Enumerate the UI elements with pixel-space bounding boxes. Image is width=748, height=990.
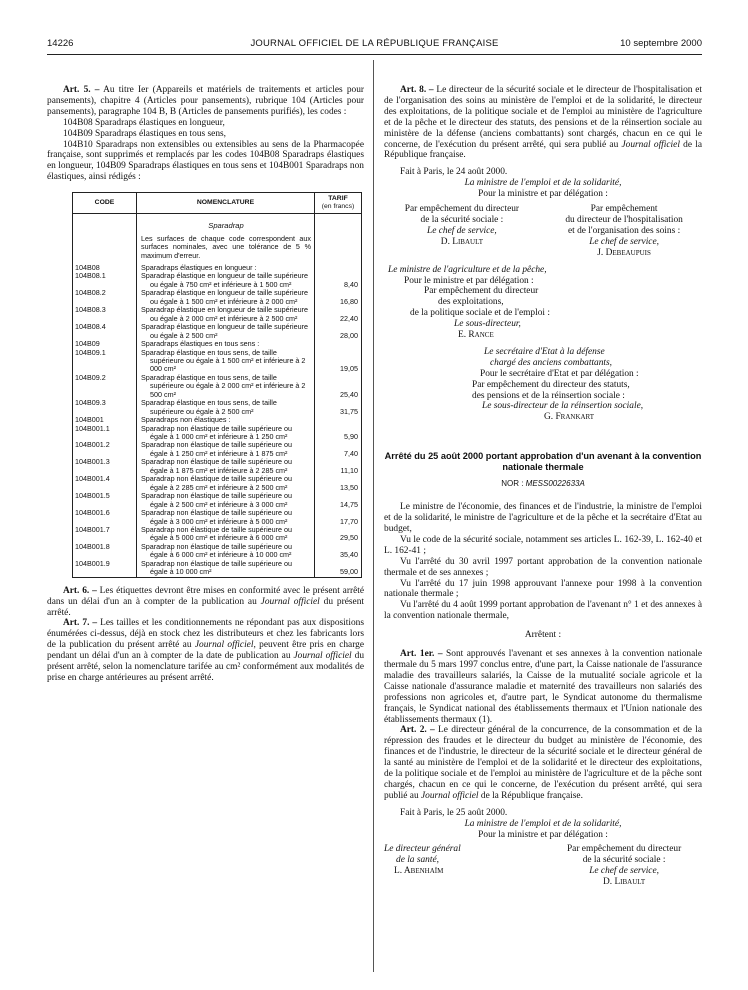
nor-reference: NOR : MESS0022633A	[501, 479, 585, 489]
col-header-tarif: TARIF (en francs)	[315, 193, 362, 214]
code-replacement: 104B10 Sparadraps non extensibles ou extensibles au sens de la Pharmacopée française, sont supprimés et remplacés par les codes 104B08 Sparadraps élastiques en longueur, 104B09 Sparadraps élastiques en tous sens et 104B001 Sparadraps non élastiques, ainsi rédigés :	[47, 139, 364, 183]
row-code: 104B001.2	[73, 441, 137, 458]
article-1: Art. 1er. – Sont approuvés l'avenant et ses annexes à la convention nationale thermale du 5 mars 1997 conclus entre, d'une part, la Caisse nationale de l'assurance maladie des travailleurs salariés, la Caisse de la mutualité sociale agricole et la Caisse nationale d'assurance maladie et maternité des travailleurs non salariés des professions non agricoles et, d'autre part, le Syndicat autonome du thermalisme français, le Syndicat national des établissements thermaux et l'Union nationale des établissements thermaux (1).	[384, 649, 702, 725]
row-description: Sparadrap élastique en longueur de taille supérieure ou égale à 750 cm² et inférieure à 1 500 cm²	[137, 272, 315, 289]
signature-right: Par empêchement du directeur de l'hospitalisation et de l'organisation des soins : Le chef de service, J. Debeaupuis	[546, 204, 702, 259]
signatory-name: J. Debeaupuis	[597, 247, 651, 258]
row-tariff: 25,40	[315, 374, 362, 399]
signature-defense: Le secrétaire d'Etat à la défense chargé des anciens combattants, Pour le secrétaire d'Etat et par délégation : Par empêchement du directeur des statuts, des pensions et de la réinsertion sociale : Le sous-directeur de la réinsertion sociale, G. Frankart	[384, 347, 702, 423]
row-code: 104B09	[73, 340, 137, 348]
row-tariff: 14,75	[315, 492, 362, 509]
left-column	[47, 85, 364, 684]
row-code: 104B001.8	[73, 543, 137, 560]
row-code: 104B09.2	[73, 374, 137, 399]
row-description: Sparadrap non élastique de taille supérieure ou égale à 1 875 cm² et inférieure à 2 285 cm²	[137, 458, 315, 475]
row-description: Sparadrap non élastique de taille supérieure ou égale à 1 250 cm² et inférieure à 1 875 cm²	[137, 441, 315, 458]
delegation-line: Pour la ministre et par délégation :	[478, 189, 608, 200]
code-line: 104B08 Sparadraps élastiques en longueur,	[63, 117, 225, 128]
row-description: Sparadrap non élastique de taille supérieure ou égale à 2 285 cm² et inférieure à 2 500 cm²	[137, 475, 315, 492]
vu-line: Vu l'arrêté du 17 juin 1998 approuvant l'annexe pour 1998 à la convention nationale thermale ;	[384, 578, 702, 600]
signatory-name: D. Libault	[440, 236, 484, 247]
article-5: Art. 5. – Au titre Ier (Appareils et matériels de traitements et articles pour pansements), chapitre 4 (Articles pour pansements), rubrique 104 (Articles pour pansements), paragraphe 104 B, B (Articles de pansements purifiés), les codes :	[47, 85, 365, 117]
row-code: 104B001.6	[73, 509, 137, 526]
section-title: Sparadrap	[208, 221, 244, 231]
row-description: Sparadrap élastique en tous sens, de taille supérieure ou égale à 1 500 cm² et inférieure à 2 000 cm²	[137, 349, 315, 374]
row-tariff: 59,00	[315, 560, 362, 577]
row-description: Sparadrap non élastique de taille supérieure ou égale à 6 000 cm² et inférieure à 10 000 cm²	[137, 543, 315, 560]
article-8: Art. 8. – Le directeur de la sécurité sociale et le directeur de l'hospitalisation et de l'organisation des soins au ministère de l'emploi et de la solidarité, le directeur des exploitations, de la politique sociale et de l'emploi au ministère de l'agriculture et de la pêche et le directeur des statuts, des pensions et de la réinsertion sociale au ministère de la défense (anciens combattants) sont chargés, chacun en ce qui le concerne, de l'exécution du présent arrêté, qui sera publié au Journal officiel de la République française.	[384, 85, 703, 161]
signature-date: Fait à Paris, le 24 août 2000.	[400, 167, 508, 178]
row-description: Sparadrap non élastique de taille supérieure ou égale à 3 000 cm² et inférieure à 5 000 cm²	[137, 509, 315, 526]
issue-date: 10 septembre 2000	[620, 38, 702, 49]
arretent: Arrêtent :	[524, 630, 562, 641]
table-row	[73, 526, 362, 543]
row-description: Sparadrap élastique en longueur de taille supérieure ou égale à 2 500 cm²	[137, 323, 315, 340]
signature-left: Le directeur général de la santé, L. Abenhaïm	[384, 844, 540, 888]
table-row	[73, 543, 362, 560]
code-line: 104B09 Sparadraps élastiques en tous sens,	[63, 128, 226, 139]
row-tariff: 8,40	[315, 272, 362, 289]
row-code: 104B001.5	[73, 492, 137, 509]
table-row	[73, 349, 362, 374]
row-tariff	[315, 416, 362, 424]
table-row	[73, 425, 362, 442]
vu-line: Vu l'arrêté du 4 août 1999 portant approbation de l'avenant n° 1 et des annexes à la convention nationale thermale,	[384, 600, 702, 622]
row-tariff: 19,05	[315, 349, 362, 374]
row-description: Sparadrap élastique en longueur de taille supérieure ou égale à 2 000 cm² et inférieure à 2 500 cm²	[137, 306, 315, 323]
right-column	[384, 85, 702, 888]
row-description: Sparadrap élastique en longueur de taille supérieure ou égale à 1 500 cm² et inférieure à 2 000 cm²	[137, 289, 315, 306]
preamble: Le ministre de l'économie, des finances et de l'industrie, la ministre de l'emploi et de la solidarité, le ministre de l'agriculture et de la pêche et la secrétaire d'Etat au budget,	[384, 502, 702, 534]
table-row	[73, 492, 362, 509]
table-row	[73, 475, 362, 492]
table-row	[73, 458, 362, 475]
row-tariff: 11,10	[315, 458, 362, 475]
table-row	[73, 509, 362, 526]
article-6: Art. 6. – Les étiquettes devront être mises en conformité avec le présent arrêté dans un délai d'un an à compter de la publication au Journal officiel du présent arrêté.	[47, 585, 364, 618]
signature-right: Par empêchement du directeur de la sécurité sociale : Le chef de service, D. Libault	[546, 844, 702, 888]
table-row	[73, 289, 362, 306]
signature-date: Fait à Paris, le 25 août 2000.	[400, 807, 508, 818]
signatory-name: E. Rance	[458, 330, 494, 341]
table-row	[73, 441, 362, 458]
page-number: 14226	[47, 38, 74, 49]
row-code: 104B08.2	[73, 289, 137, 306]
row-tariff: 16,80	[315, 289, 362, 306]
table-row	[73, 323, 362, 340]
row-code: 104B08.3	[73, 306, 137, 323]
row-tariff: 28,00	[315, 323, 362, 340]
row-tariff: 13,50	[315, 475, 362, 492]
row-code: 104B09.1	[73, 349, 137, 374]
row-code: 104B08.4	[73, 323, 137, 340]
row-description: Sparadrap non élastique de taille supérieure ou égale à 1 000 cm² et inférieure à 1 250 cm²	[137, 425, 315, 442]
row-tariff: 31,75	[315, 399, 362, 416]
journal-title: JOURNAL OFFICIEL DE LA RÉPUBLIQUE FRANÇAISE	[250, 38, 499, 49]
row-tariff: 29,50	[315, 526, 362, 543]
row-code: 104B001	[73, 416, 137, 424]
column-separator	[373, 60, 374, 972]
page-header	[47, 38, 702, 52]
signatory-name: G. Frankart	[544, 412, 595, 423]
delegation-line: Pour le ministre et par délégation :	[404, 275, 534, 286]
row-tariff: 7,40	[315, 441, 362, 458]
delegation-line: Pour la ministre et par délégation :	[478, 829, 608, 840]
table-intro: Les surfaces de chaque code correspondent aux surfaces nominales, avec une tolérance de 5 % maximum d'erreur.	[141, 233, 311, 260]
table-row	[73, 272, 362, 289]
nomenclature-table	[72, 192, 362, 578]
vu-line: Vu le code de la sécurité sociale, notamment ses articles L. 162-39, L. 162-40 et L. 162-41 ;	[384, 534, 702, 556]
row-tariff: 22,40	[315, 306, 362, 323]
table-row	[73, 399, 362, 416]
col-header-nomenclature: NOMENCLATURE	[137, 193, 315, 214]
article-7: Art. 7. – Les tailles et les conditionnements ne répondant pas aux dispositions énumérées ci-dessus, déjà en stock chez les distributeurs et chez les fabricants lors de la publication du présent arrêté au Journal officiel, peuvent être pris en charge pendant un délai d'un an à compter de la date de publication au Journal officiel du présent arrêté, selon la nomenclature tarifée au cm² conformément aux modalités de prise en charge antérieures au présent arrêté.	[47, 618, 365, 683]
row-description: Sparadrap élastique en tous sens, de taille supérieure ou égale à 2 000 cm² et inférieure à 2 500 cm²	[137, 374, 315, 399]
row-code: 104B001.1	[73, 425, 137, 442]
header-rule	[47, 54, 702, 55]
row-description: Sparadraps non élastiques :	[137, 416, 315, 424]
table-row	[73, 560, 362, 577]
row-tariff: 5,90	[315, 425, 362, 442]
row-code: 104B001.4	[73, 475, 137, 492]
minister-title: Le ministre de l'agriculture et de la pêche,	[388, 264, 547, 275]
signature-block	[384, 844, 702, 888]
minister-title: La ministre de l'emploi et de la solidarité,	[464, 818, 622, 829]
signature-left: Par empêchement du directeur de la sécurité sociale : Le chef de service, D. Libault	[384, 204, 540, 259]
row-code: 104B001.7	[73, 526, 137, 543]
signatory-name: D. Libault	[602, 877, 646, 888]
row-code: 104B001.3	[73, 458, 137, 475]
row-tariff: 35,40	[315, 543, 362, 560]
table-row	[73, 374, 362, 399]
col-header-code: CODE	[73, 193, 137, 214]
table-row	[73, 306, 362, 323]
row-tariff	[315, 264, 362, 272]
arrete-title: Arrêté du 25 août 2000 portant approbation d'un avenant à la convention nationale thermale	[384, 451, 702, 473]
row-description: Sparadrap non élastique de taille supérieure ou égale à 10 000 cm²	[137, 560, 315, 577]
vu-line: Vu l'arrêté du 30 avril 1997 portant approbation de la convention nationale thermale et de ses annexes ;	[384, 556, 702, 578]
article-2: Art. 2. – Le directeur général de la concurrence, de la consommation et de la répression des fraudes et le directeur du budget au ministère de l'économie, des finances et de l'industrie, le directeur de la sécurité sociale et le directeur général de la santé au ministère de l'emploi et de la solidarité et le directeur des exploitations, de la politique sociale et de l'emploi au ministère de l'agriculture et de la pêche sont chargés, chacun en ce qui le concerne, de l'exécution du présent arrêté, qui sera publié au Journal officiel de la République française.	[384, 725, 702, 801]
row-tariff: 17,70	[315, 509, 362, 526]
signature-block	[384, 204, 702, 259]
minister-title: La ministre de l'emploi et de la solidarité,	[464, 178, 622, 189]
row-tariff	[315, 340, 362, 348]
row-description: Sparadrap non élastique de taille supérieure ou égale à 5 000 cm² et inférieure à 6 000 cm²	[137, 526, 315, 543]
row-description: Sparadrap non élastique de taille supérieure ou égale à 2 500 cm² et inférieure à 3 000 cm²	[137, 492, 315, 509]
row-code: 104B001.9	[73, 560, 137, 577]
row-description: Sparadraps élastiques en longueur :	[137, 264, 315, 272]
row-description: Sparadraps élastiques en tous sens :	[137, 340, 315, 348]
signatory-name: L. Abenhaïm	[394, 866, 444, 877]
row-code: 104B08	[73, 264, 137, 272]
row-code: 104B09.3	[73, 399, 137, 416]
row-code: 104B08.1	[73, 272, 137, 289]
row-description: Sparadrap élastique en tous sens, de taille supérieure ou égale à 2 500 cm²	[137, 399, 315, 416]
signature-agri: Par empêchement du directeur des exploitations, de la politique sociale et de l'emploi : Le sous-directeur, E. Rance	[384, 286, 702, 341]
